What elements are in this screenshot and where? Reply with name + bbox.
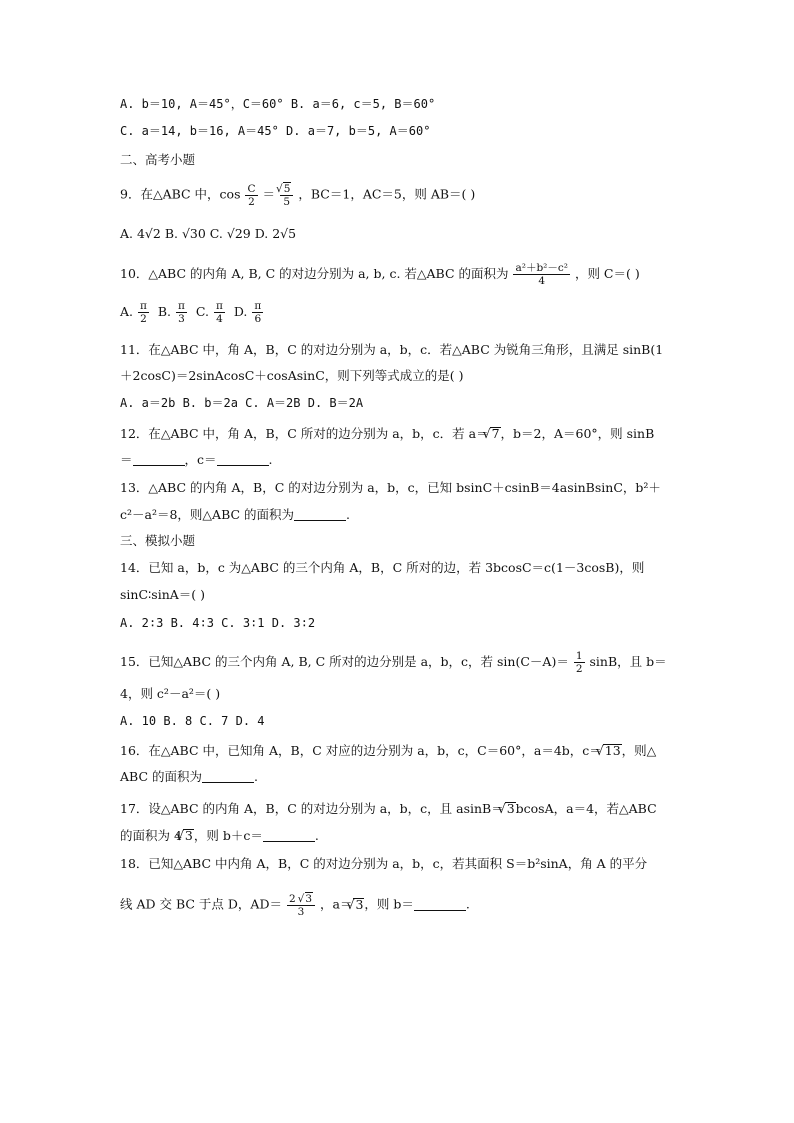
q13-line2: c²－a²＝8，则△ABC 的面积为 . — [120, 507, 351, 522]
q15-line2: 4，则 c²－a²＝( ) — [120, 686, 221, 701]
q18-fraction-ad: $\frac{2√ 3}{3}$ — [287, 892, 315, 918]
q17-line1: 17．设△ABC 的内角 A，B，C 的对边分别为 a，b，c，且 asinB＝√ 3bcosA，a＝4，若△ABC — [120, 802, 657, 816]
q12-blank-sinb[interactable] — [133, 465, 185, 466]
q10-option-a-value: $\frac{\pi}{2}$ — [140, 300, 147, 326]
q10-option-c-label: C. — [195, 304, 209, 320]
section-heading-moni: 三、模拟小题 — [120, 533, 196, 548]
q9-fraction-root5-over-5: √ $\frac{5}{5}$ — [280, 182, 293, 208]
q12-blank-c[interactable] — [217, 465, 269, 466]
q8-options-line2: C. a＝14, b＝16, A＝45° D. a＝7, b＝5, A＝60° — [120, 124, 431, 138]
q10-option-d-value: $\frac{\pi}{6}$ — [254, 300, 262, 326]
q13-blank-area[interactable] — [294, 520, 346, 521]
q14-line1: 14．已知 a，b，c 为△ABC 的三个内角 A，B，C 所对的边，若 3bcosC＝c(1－3cosB)，则 — [120, 560, 645, 575]
q14-options: A. 2∶3 B. 4∶3 C. 3∶1 D. 3∶2 — [120, 616, 316, 630]
q15-line1: 15．已知△ABC 的三个内角 A, B, C 所对的边分别是 a，b，c，若 sin(C－A)＝ $\frac{1}{2}$ sinB，且 b＝ — [120, 650, 667, 676]
q18-root3: √ 3 — [353, 898, 364, 912]
q9-stem — [120, 182, 475, 208]
q14-line2: sinC∶sinA＝( ) — [120, 587, 205, 602]
section-heading-gaokao: 二、高考小题 — [120, 152, 196, 167]
q11-options: A. a＝2b B. b＝2a C. A＝2B D. B＝2A — [120, 396, 364, 410]
q9-equals: ＝ — [262, 186, 276, 202]
q8-options-line1: A. b＝10, A＝45°，C＝60° B. a＝6, c＝5, B＝60° — [120, 97, 436, 111]
q9-options: A. 4√2 B. √30 C. √29 D. 2√5 — [120, 226, 297, 241]
q15-options: A. 10 B. 8 C. 7 D. 4 — [120, 714, 265, 728]
q10-option-b-label: B. — [157, 304, 172, 320]
q11-line1: 11．在△ABC 中，角 A，B，C 的对边分别为 a，b，c．若△ABC 为锐角三角形，且满足 sinB(1 — [120, 342, 664, 357]
q11-line2: ＋2cosC)＝2sinAcosC＋cosAsinC，则下列等式成立的是( ) — [120, 368, 464, 383]
q15-fraction-one-half: $\frac{1}{2}$ — [575, 650, 583, 676]
q17-blank-b-plus-c[interactable] — [263, 841, 315, 842]
q10-options — [120, 300, 264, 325]
q17-area-root3: √ 3 — [183, 829, 194, 843]
q9-fraction-c-over-2: $\frac{C}{2}$ — [247, 182, 256, 208]
q10-option-b-value: $\frac{\pi}{3}$ — [178, 300, 185, 326]
q10-option-d-label: D. — [233, 304, 248, 320]
q12-root7: √ 7 — [490, 427, 501, 441]
q18-line1: 18．已知△ABC 中内角 A，B，C 的对边分别为 a，b，c，若其面积 S＝b²sinA，角 A 的平分 — [120, 856, 648, 871]
q13-line1: 13．△ABC 的内角 A，B，C 的对边分别为 a，b，c，已知 bsinC＋csinB＝4asinBsinC，b²＋ — [120, 480, 661, 495]
q16-blank-area[interactable] — [202, 782, 254, 783]
q16-line2: ABC 的面积为 . — [120, 769, 258, 784]
q10-stem-end: ，则 C＝( ) — [574, 266, 640, 282]
q16-root13: √ 13 — [603, 744, 622, 758]
q9-stem-start: 9．在△ABC 中，cos — [120, 186, 241, 202]
q10-option-a-label: A. — [120, 304, 134, 320]
q10-stem — [120, 262, 640, 287]
q17-root3: √ 3 — [505, 802, 516, 816]
q12-line2: ＝ ，c＝ . — [120, 452, 273, 467]
q18-line2: 线 AD 交 BC 于点 D，AD＝ $\frac{2√ 3}{3}$ ，a＝√ 3，则 b＝ . — [120, 892, 470, 918]
q16-line1: 16．在△ABC 中，已知角 A，B，C 对应的边分别为 a，b，c，C＝60°，a＝4b，c＝√ 13，则△ — [120, 744, 656, 758]
q17-line2: 的面积为 4√ 3，则 b＋c＝ . — [120, 829, 319, 843]
q18-blank-b[interactable] — [414, 910, 466, 911]
q12-line1: 12．在△ABC 中，角 A，B，C 所对的边分别为 a，b，c．若 a＝√ 7，b＝2，A＝60°，则 sinB — [120, 427, 654, 441]
q10-option-c-value: $\frac{\pi}{4}$ — [215, 300, 223, 326]
q10-stem-start: 10．△ABC 的内角 A, B, C 的对边分别为 a, b, c. 若△ABC 的面积为 — [120, 266, 509, 282]
q9-stem-end: ，BC＝1，AC＝5，则 AB＝( ) — [298, 186, 476, 202]
q10-area-fraction: $\frac{\text{a²＋b²－c²}}{4}$ — [515, 262, 568, 288]
